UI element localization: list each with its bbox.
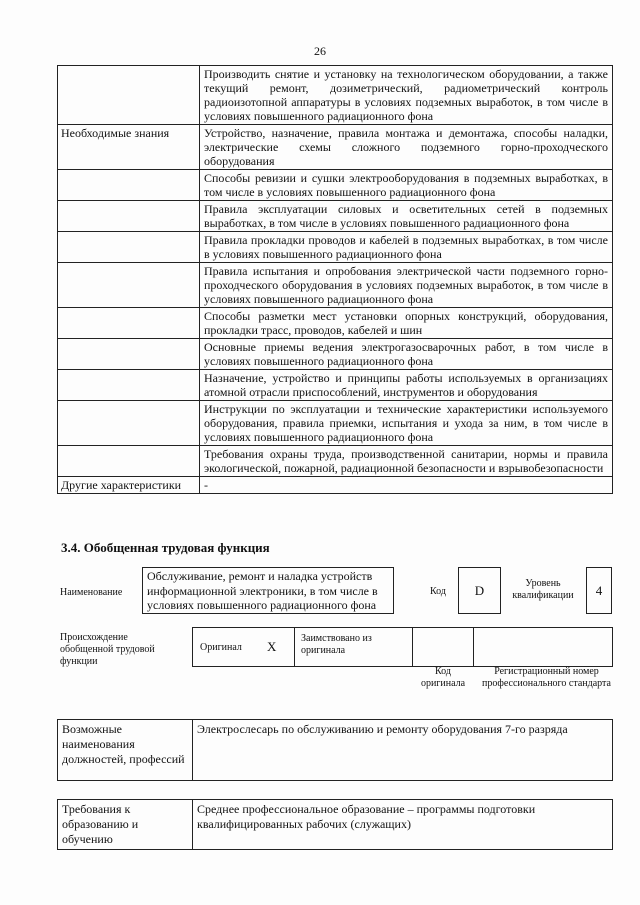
row-label [58, 339, 200, 370]
original-mark: X [267, 639, 277, 654]
origin-label: Происхождение обобщенной трудовой функции [60, 632, 155, 667]
row-label [58, 308, 200, 339]
positions-table [57, 719, 613, 781]
knowledge-table [57, 65, 613, 494]
row-content: - [200, 477, 613, 494]
row-content: Назначение, устройство и принципы работы используемых в организациях атомной отрасли приспособлений, инструментов и оборудования [200, 370, 613, 401]
original-label: Оригинал [200, 642, 242, 653]
code-label: Код [430, 586, 446, 597]
row-label [58, 446, 200, 477]
row-content: Правила эксплуатации силовых и осветительных сетей в подземных выработках, в том числе в условиях повышенного радиационного фона [200, 201, 613, 232]
level-value: 4 [595, 582, 603, 598]
table-row [58, 308, 613, 339]
table-row [58, 170, 613, 201]
table-row [58, 232, 613, 263]
row-content: Способы ревизии и сушки электрооборудования в подземных выработках, в том числе в условиях повышенного радиационного фона [200, 170, 613, 201]
divider [412, 627, 413, 667]
table-row [58, 370, 613, 401]
row-label: Необходимые знания [58, 125, 200, 170]
education-table [57, 799, 613, 850]
origin-box [192, 627, 613, 667]
row-label [58, 263, 200, 308]
table-row [58, 66, 613, 125]
positions-label: Возможные наименования должностей, профессий [58, 720, 193, 781]
level-label: Уровень квалификации [512, 578, 574, 601]
borrowed-label: Заимствовано из оригинала [301, 633, 372, 656]
education-value: Среднее профессиональное образование – программы подготовки квалифицированных рабочих (служащих) [193, 800, 613, 850]
positions-value: Электрослесарь по обслуживанию и ремонту оборудования 7-го разряда [193, 720, 613, 781]
table-row [58, 125, 613, 170]
code-value-box [458, 567, 501, 614]
table-row [58, 446, 613, 477]
registration-number-caption: Регистрационный номер профессионального стандарта [482, 666, 611, 689]
row-content: Инструкции по эксплуатации и технические характеристики используемого оборудования, правила приемки, испытания и ухода за ним, в том числе в условиях повышенного радиационного фона [200, 401, 613, 446]
name-label: Наименование [60, 587, 123, 598]
section-title: 3.4. Обобщенная трудовая функция [61, 540, 270, 555]
divider [473, 627, 474, 667]
function-name-value: Обслуживание, ремонт и наладка устройств информационной электроники, в том числе в условиях повышенного радиационного фона [147, 569, 378, 612]
row-label [58, 170, 200, 201]
level-value-box [586, 567, 612, 614]
row-label [58, 370, 200, 401]
row-content: Требования охраны труда, производственной санитарии, нормы и правила экологической, пожарной, радиационной безопасности и взрывобезопасности [200, 446, 613, 477]
table-row [58, 201, 613, 232]
table-row [58, 401, 613, 446]
function-name-box [142, 567, 394, 614]
code-original-caption: Код оригинала [420, 666, 466, 689]
row-content: Основные приемы ведения электрогазосварочных работ, в том числе в условиях повышенного радиационного фона [200, 339, 613, 370]
table-row [58, 339, 613, 370]
row-content: Устройство, назначение, правила монтажа и демонтажа, способы наладки, электрические схемы сложного подземного горно-проходческого оборудования [200, 125, 613, 170]
row-content: Правила прокладки проводов и кабелей в подземных выработках, в том числе в условиях повышенного радиационного фона [200, 232, 613, 263]
table-row [58, 477, 613, 494]
education-label: Требования к образованию и обучению [58, 800, 193, 850]
row-content: Способы разметки мест установки опорных конструкций, оборудования, прокладки трасс, проводов, кабелей и шин [200, 308, 613, 339]
row-label [58, 232, 200, 263]
row-content: Производить снятие и установку на технологическом оборудовании, а также текущий ремонт, дозиметрический, радиометрический контроль радиоизотопной аппаратуры в условиях подземных выработок, в том числе в условиях повышенного радиационного фона [200, 66, 613, 125]
row-label [58, 201, 200, 232]
row-content: Правила испытания и опробования электрической части подземного горно-проходческого оборудования в условиях подземных выработок, в том числе в условиях повышенного радиационного фона [200, 263, 613, 308]
code-value: D [474, 582, 485, 598]
table-row [58, 263, 613, 308]
page-number: 26 [314, 44, 326, 58]
row-label [58, 66, 200, 125]
row-label: Другие характеристики [58, 477, 200, 494]
row-label [58, 401, 200, 446]
divider [294, 627, 295, 667]
